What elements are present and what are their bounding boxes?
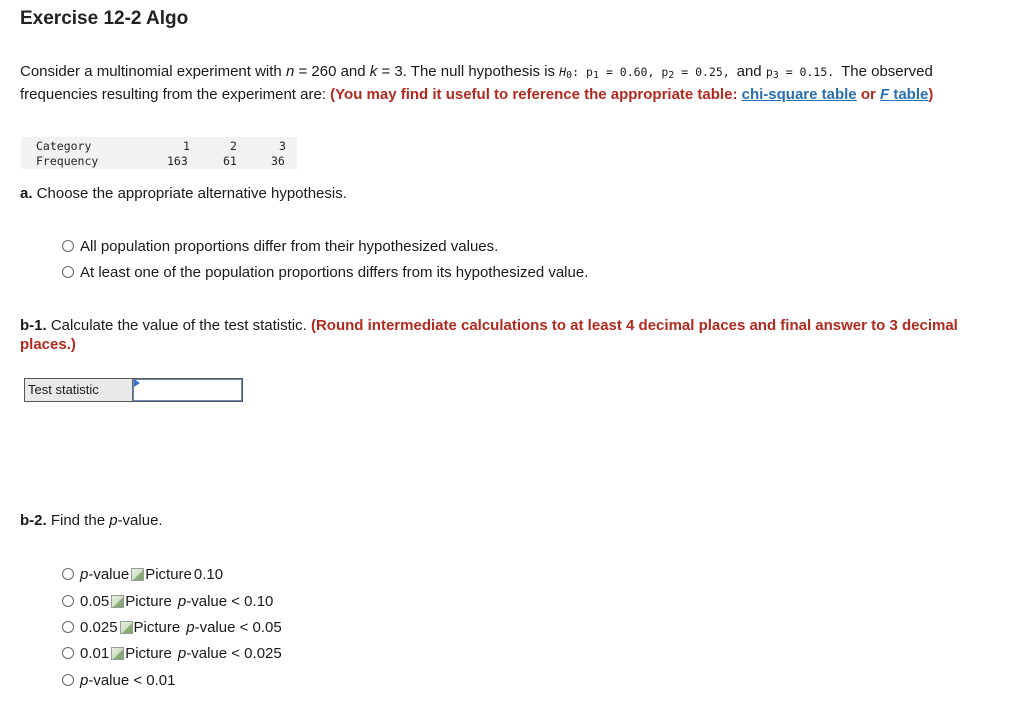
test-statistic-input[interactable] [133,379,242,401]
null-hypothesis: H0: p1 = 0.60, p2 = 0.25, [559,65,737,81]
option-label: At least one of the population proportions differs from its hypothesized value. [80,263,589,281]
frequency-cell: 163 [167,154,188,168]
reference-note: (You may find it useful to reference the appropriate table: [330,86,742,103]
part-b1-text: Calculate the value of the test statistic. [46,317,311,334]
option-text: 0.05 [80,592,110,610]
option-text: -value < 0.01 [88,671,176,689]
f-table-link[interactable]: F table [880,86,929,103]
frequency-cell: 36 [271,154,285,168]
part-a-prompt [20,185,347,202]
part-b2-label: b-2. [20,512,47,529]
intro-text-1: Consider a multinomial experiment with [20,63,286,80]
problem-statement [20,62,990,104]
var-p: p [177,592,187,610]
broken-image-icon: Picture [111,645,172,662]
option-label: All population proportions differ from their hypothesized values. [80,237,499,255]
test-statistic-label: Test statistic [25,379,133,401]
radio-button[interactable] [62,674,74,686]
row-label-frequency: Frequency [36,154,99,168]
p-value-option-1[interactable] [62,564,223,584]
exercise-title: Exercise 12-2 Algo [20,8,189,29]
part-b2-text-end: -value. [117,512,163,529]
part-a-text: Choose the appropriate alternative hypothesis. [32,185,347,202]
p-value-option-5[interactable] [62,670,176,690]
option-text: -value < 0.025 [186,644,282,662]
rounding-note: (Round intermediate calculations to at least 4 decimal places and final answer to 3 decimal places.) [20,317,958,353]
input-marker-icon [134,379,140,387]
option-text: -value < 0.05 [194,618,282,636]
chi-square-table-link[interactable]: chi-square table [741,86,857,103]
category-cell: 3 [279,139,286,153]
broken-image-icon: Picture [131,566,192,583]
radio-button[interactable] [62,266,74,278]
intro-text-3: = 3. The null hypothesis is [377,63,560,80]
var-k: k [369,63,378,80]
frequency-table [21,137,297,169]
part-b2-prompt [20,512,163,529]
frequency-cell: 61 [223,154,237,168]
part-b1-label: b-1. [20,317,47,334]
radio-button[interactable] [62,240,74,252]
intro-and: and [736,63,766,80]
row-label-category: Category [36,139,92,153]
radio-button[interactable] [62,621,74,633]
test-statistic-row [24,378,243,402]
radio-button[interactable] [62,568,74,580]
part-b1-prompt [20,316,980,354]
var-p: p [109,512,118,529]
var-p: p [80,671,89,689]
radio-button[interactable] [62,595,74,607]
intro-text-2: = 260 and [294,63,370,80]
null-hypothesis-p3: p3 = 0.15. [765,65,842,81]
var-n: n [285,63,295,80]
option-text: -value [88,565,130,583]
p-value-option-3[interactable] [62,617,282,637]
option-text: -value < 0.10 [186,592,274,610]
category-cell: 1 [183,139,190,153]
option-text: 0.025 [80,618,118,636]
intro-text-4: The observed frequencies resulting from the experiment are: [20,63,933,103]
broken-image-icon: Picture [120,619,181,636]
var-p: p [177,644,187,662]
var-p: p [186,618,195,636]
alt-hypothesis-option-1[interactable] [62,236,498,256]
part-b2-text: Find the [46,512,110,529]
var-p: p [80,565,89,583]
broken-image-icon: Picture [111,593,172,610]
category-cell: 2 [230,139,237,153]
p-value-option-2[interactable] [62,591,273,611]
radio-button[interactable] [62,647,74,659]
reference-or: or [856,86,880,103]
part-a-label: a. [20,185,33,202]
reference-close: ) [928,86,934,103]
option-text: 0.01 [80,644,110,662]
alt-hypothesis-option-2[interactable] [62,262,588,282]
p-value-option-4[interactable] [62,643,282,663]
option-text: 0.10 [193,565,224,583]
